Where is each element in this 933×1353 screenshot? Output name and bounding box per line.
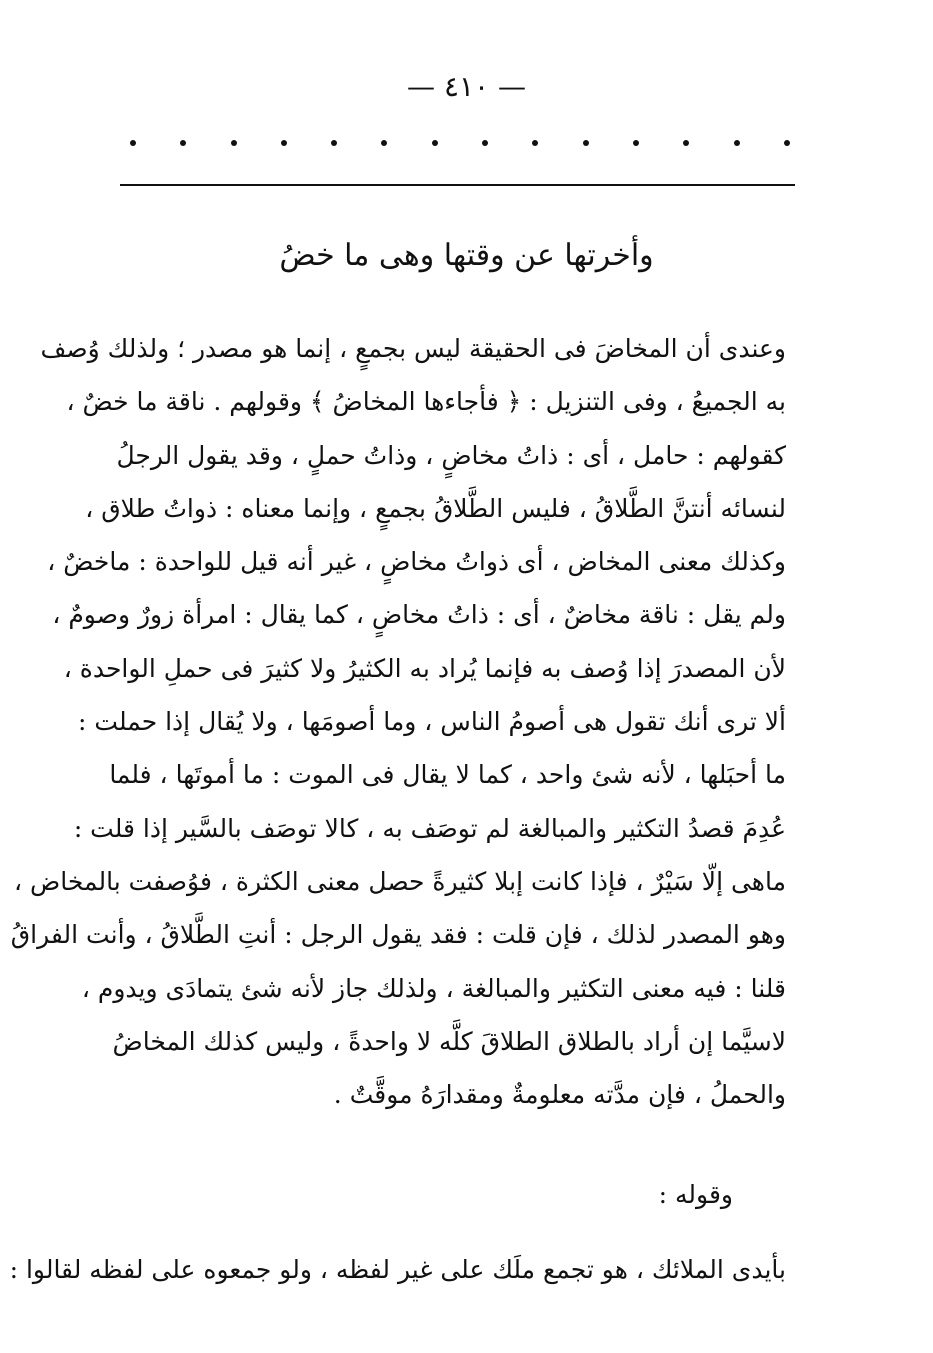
text-line-last: والحملُ ، فإن مدَّته معلومةٌ ومقدارَهُ موقَّتٌ . [333,1080,786,1110]
text-line: وعندى أن المخاضَ فى الحقيقة ليس بجمعٍ ، إنما هو مصدر ؛ ولذلك وُصف [40,334,786,363]
following-line: بأيدى الملائك ، هو تجمع ملَك على غير لفظه ، ولو جمعوه على لفظه لقالوا : [9,1255,786,1284]
text-line: وهو المصدر لذلك ، فإن قلت : فقد يقول الرجل : أنتِ الطَّلاقُ ، وأنت الفراقُ [10,920,786,950]
ellipsis-dot [281,140,287,146]
body-text [10,322,786,1121]
ellipsis-dot [381,140,387,146]
ellipsis-dot [683,140,689,146]
quote-intro: وقوله : [658,1180,733,1209]
horizontal-rule [120,184,795,186]
ellipsis-dot [734,140,740,146]
text-line: به الجميعُ ، وفى التنزيل : ﴿ فأجاءها المخاضُ ﴾ وقولهم . ناقة ما خضٌ ، [66,387,786,417]
text-line: كقولهم : حامل ، أى : ذاتُ مخاضٍ ، وذاتُ حملٍ ، وقد يقول الرجلُ [116,440,786,470]
ellipsis-dot [482,140,488,146]
ellipsis-dot [331,140,337,146]
text-line: ألا ترى أنك تقول هى أصومُ الناس ، وما أصومَها ، ولا يُقال إذا حملت : [78,707,786,737]
page-number: — ٤١٠ — [407,70,526,103]
ellipsis-dots [130,140,790,146]
text-line: لأن المصدرَ إذا وُصف به فإنما يُراد به الكثيرُ ولا كثيرَ فى حملِ الواحدة ، [63,653,786,683]
text-line: قلنا : فيه معنى التكثير والمبالغة ، ولذلك جاز لأنه شئ يتمادَى ويدوم ، [81,973,786,1003]
text-line: وكذلك معنى المخاض ، أى ذواتُ مخاضٍ ، غير أنه قيل للواحدة : ماخضٌ ، [47,547,786,577]
ellipsis-dot [784,140,790,146]
text-line: لاسيَّما إن أراد بالطلاق الطلاقَ كلَّه لا واحدةً ، وليس كذلك المخاضُ [112,1026,786,1056]
ellipsis-dot [583,140,589,146]
ellipsis-dot [231,140,237,146]
text-line: ماهى إلّا سَيْرٌ ، فإذا كانت إبلا كثيرةً حصل معنى الكثرة ، فوُصفت بالمخاض ، [14,866,786,896]
text-line: لنسائه أنتنَّ الطَّلاقُ ، فليس الطَّلاقُ بجمعٍ ، وإنما معناه : ذواتُ طلاق ، [85,493,786,523]
text-line: ولم يقل : ناقة مخاضٌ ، أى : ذاتُ مخاضٍ ، كما يقال : امرأة زورٌ وصومٌ ، [52,600,786,630]
ellipsis-dot [180,140,186,146]
ellipsis-dot [432,140,438,146]
ellipsis-dot [532,140,538,146]
poetry-verse: وأخرتها عن وقتها وهى ما خضُ [279,238,654,273]
ellipsis-dot [130,140,136,146]
text-line: ما أحبَلها ، لأنه شئ واحد ، كما لا يقال فى الموت : ما أموتَها ، فلما [109,760,786,790]
text-line: عُدِمَ قصدُ التكثير والمبالغة لم توصَف به ، كالا توصَف بالسَّير إذا قلت : [73,813,786,843]
ellipsis-dot [633,140,639,146]
